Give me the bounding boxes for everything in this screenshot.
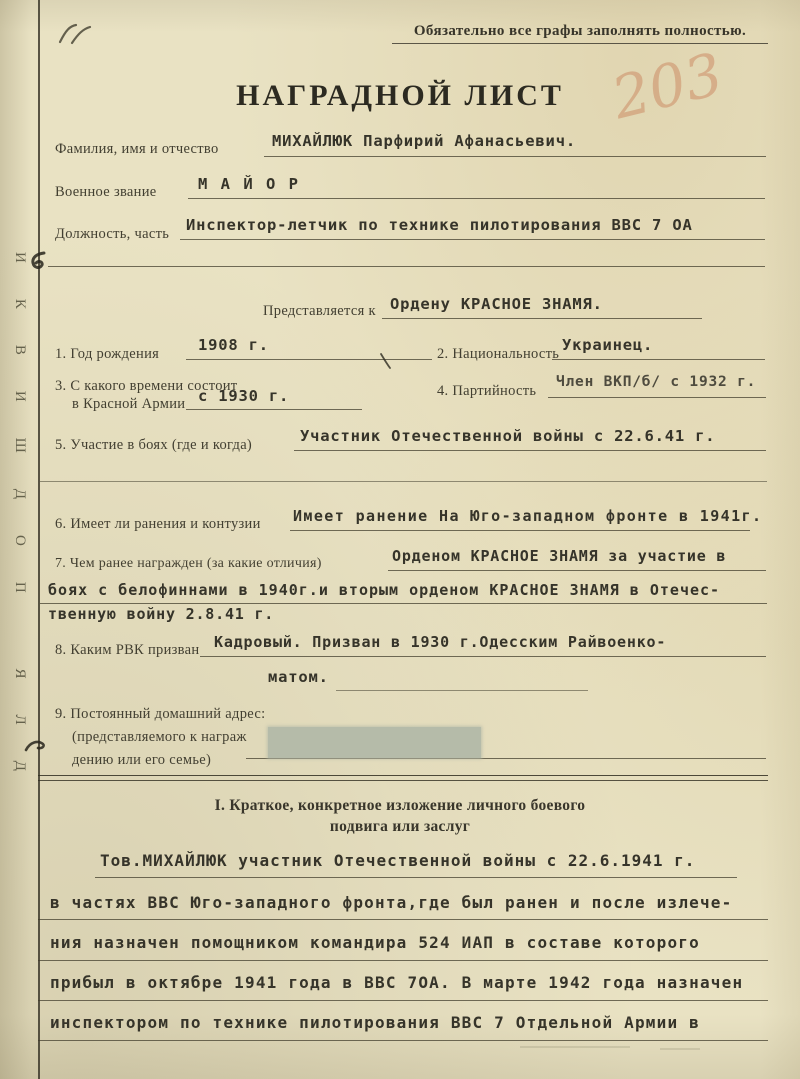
page-number-pencil: 203: [605, 39, 730, 133]
form-line: [200, 656, 766, 657]
item-label-drafted-by: 8. Каким РВК призван: [55, 642, 200, 658]
section1-body-line: ния назначен помощником командира 524 ИАП в составе которого: [50, 933, 700, 952]
item-label-service-since-1: 3. С какого времени состоит: [55, 378, 238, 394]
item-value-drafted-by-2: матом.: [268, 668, 329, 686]
item-value-prior-awards-3: твенную войну 2.8.41 г.: [48, 605, 275, 623]
form-line: [38, 960, 768, 961]
form-line: [336, 690, 588, 691]
pen-tick-icon: [378, 352, 392, 370]
header-instruction: Обязательно все графы заполнять полностью.: [392, 23, 768, 44]
item-label-service-since-2: в Красной Армии: [72, 396, 186, 412]
section1-body-line: в частях ВВС Юго-западного фронта,где был ранен и после излече-: [50, 893, 733, 912]
item-value-prior-awards-2: боях с белофиннами в 1940г.и вторым орденом КРАСНОЕ ЗНАМЯ в Отечес-: [48, 581, 721, 599]
form-line: [38, 1000, 768, 1001]
item-value-nationality: Украинец.: [562, 336, 654, 354]
margin-rule: [38, 0, 40, 1079]
item-label-home-address-1: 9. Постоянный домашний адрес:: [55, 706, 266, 722]
item-label-party: 4. Партийность: [437, 383, 537, 399]
pen-mark-icon: [56, 22, 96, 48]
item-label-nationality: 2. Национальность: [437, 346, 560, 362]
form-line: [48, 266, 765, 267]
field-value-position: Инспектор-летчик по технике пилотирования ВВС 7 ОА: [186, 216, 693, 234]
item-label-prior-awards: 7. Чем ранее награжден (за какие отличия): [55, 556, 322, 571]
field-value-rank: М А Й О Р: [198, 175, 300, 193]
section1-heading-line2: подвига или заслуг: [329, 818, 471, 835]
pen-mark-icon: [22, 736, 48, 758]
item-value-drafted-by-1: Кадровый. Призван в 1930 г.Одесским Райвоенко-: [214, 633, 667, 651]
pen-mark-icon: [24, 250, 50, 274]
item-label-birth-year: 1. Год рождения: [55, 346, 160, 362]
form-line: [264, 156, 766, 157]
section-divider-heavy: [38, 775, 768, 781]
form-line: [388, 570, 766, 571]
section1-heading-line1: I. Краткое, конкретное изложение личного боевого: [214, 797, 586, 814]
form-line: [40, 603, 767, 604]
section-divider: [40, 481, 767, 482]
field-label-position: Должность, часть: [55, 226, 170, 242]
item-value-prior-awards-1: Орденом КРАСНОЕ ЗНАМЯ за участие в: [392, 547, 727, 565]
item-value-party: Член ВКП/б/ с 1932 г.: [556, 374, 757, 390]
form-line: [294, 450, 766, 451]
section1-body-line: инспектором по технике пилотирования ВВС 7 Отдельной Армии в: [50, 1013, 700, 1032]
item-label-combat: 5. Участие в боях (где и когда): [55, 437, 253, 453]
form-line: [188, 198, 765, 199]
form-title: НАГРАДНОЙ ЛИСТ: [236, 79, 564, 112]
form-line: [246, 758, 766, 759]
field-value-presented: Ордену КРАСНОЕ ЗНАМЯ.: [390, 295, 603, 313]
item-value-combat: Участник Отечественной войны с 22.6.41 г.: [300, 427, 716, 445]
redaction-box: [268, 727, 481, 758]
form-line: [382, 318, 702, 319]
item-label-home-address-2: (представляемого к награж: [72, 729, 247, 745]
form-line: [180, 239, 765, 240]
form-line: [186, 359, 432, 360]
form-line: [38, 1040, 768, 1041]
faint-pencil-mark: [520, 1046, 630, 1048]
form-line: [548, 397, 766, 398]
item-label-home-address-3: дению или его семье): [72, 752, 212, 768]
form-line: [552, 359, 765, 360]
form-line: [186, 409, 362, 410]
field-label-rank: Военное звание: [55, 184, 157, 200]
form-line: [290, 530, 750, 531]
form-line: [95, 877, 737, 878]
margin-filing-stamp: ИКВИШДОП ЯЛД: [12, 252, 28, 807]
item-value-birth-year: 1908 г.: [198, 336, 269, 354]
field-label-presented: Представляется к: [263, 303, 376, 319]
faint-pencil-mark: [660, 1048, 700, 1050]
item-value-wounds: Имеет ранение На Юго-западном фронте в 1941г.: [293, 507, 763, 525]
item-value-service-since: с 1930 г.: [198, 387, 290, 405]
section1-body-line: Тов.МИХАЙЛЮК участник Отечественной войны с 22.6.1941 г.: [100, 851, 696, 870]
field-value-name: МИХАЙЛЮК Парфирий Афанасьевич.: [272, 132, 576, 150]
form-line: [38, 919, 768, 920]
item-label-wounds: 6. Имеет ли ранения и контузии: [55, 516, 261, 532]
section1-body-line: прибыл в октябре 1941 года в ВВС 7ОА. В марте 1942 года назначен: [50, 973, 744, 992]
field-label-name: Фамилия, имя и отчество: [55, 141, 219, 157]
